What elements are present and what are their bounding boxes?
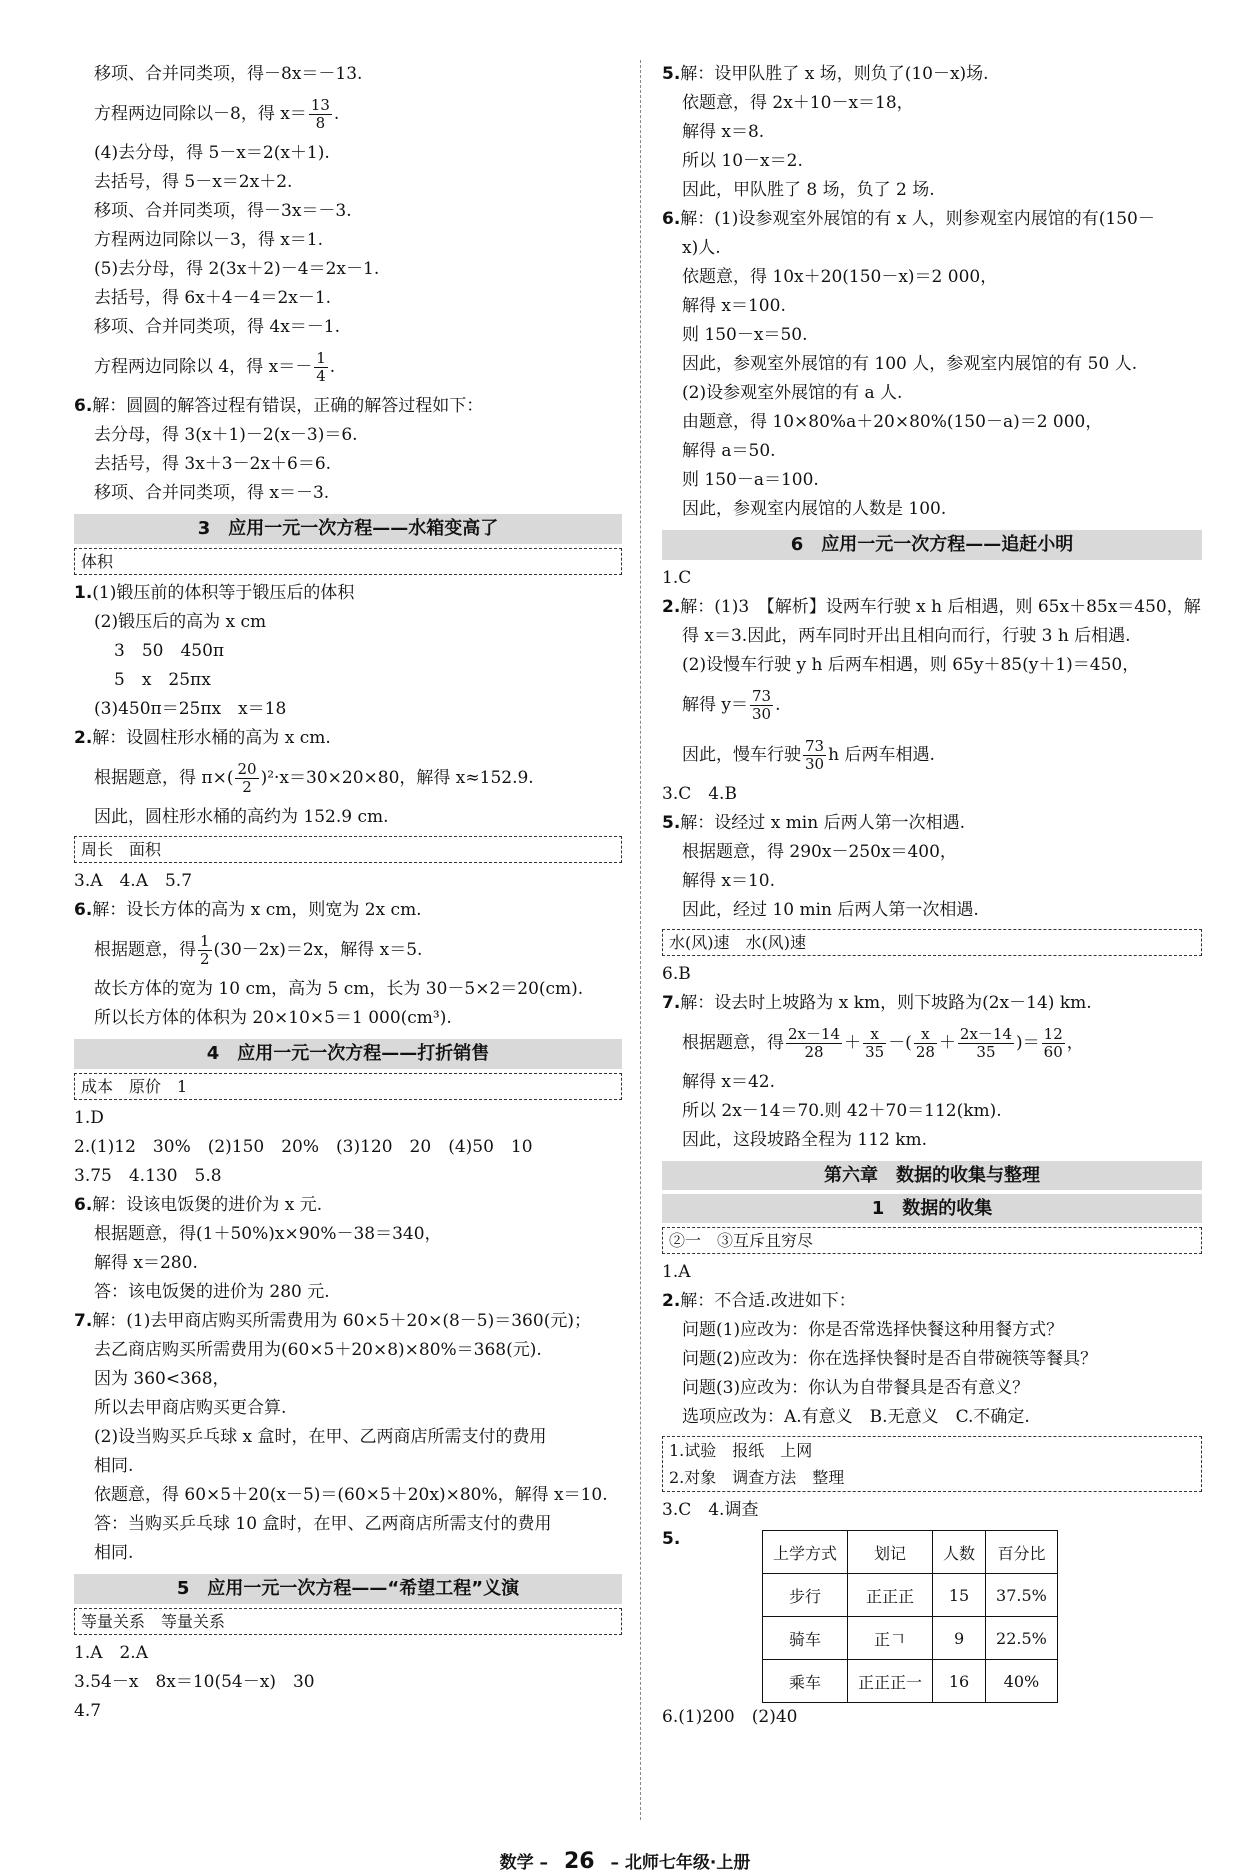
text-line: 移项、合并同类项，得 4x＝－1. bbox=[94, 317, 341, 337]
text-line: 答：当购买乒乓球 10 盒时，在甲、乙两商店所需支付的费用 bbox=[94, 1514, 552, 1534]
text-line: (2)设慢车行驶 y h 后两车相遇，则 65y＋85(y＋1)＝450， bbox=[682, 655, 1140, 675]
text-line: 因此，圆柱形水桶的高约为 152.9 cm. bbox=[94, 807, 389, 827]
table-header: 人数 bbox=[933, 1531, 986, 1574]
text-line: 问题(3)应改为：你认为自带餐具是否有意义？ bbox=[682, 1378, 1030, 1398]
text-line: 解得 x＝280. bbox=[94, 1253, 198, 1273]
text-line: 由题意，得 10×80%a＋20×80%(150－a)＝2 000， bbox=[682, 412, 1103, 432]
footer-grade: 北师七年级·上册 bbox=[624, 1853, 751, 1873]
table-cell: 37.5% bbox=[986, 1574, 1058, 1617]
text-line: 3.75 4.130 5.8 bbox=[74, 1166, 222, 1186]
table-row bbox=[763, 1660, 1058, 1703]
text-line: 1.(1)锻压前的体积等于锻压后的体积 bbox=[74, 583, 355, 603]
text-line: (2)锻压后的高为 x cm bbox=[94, 612, 267, 632]
text-line: 2.解：不合适.改进如下： bbox=[662, 1291, 856, 1311]
table-cell: 9 bbox=[933, 1617, 986, 1660]
text-line: 解得 x＝42. bbox=[682, 1072, 776, 1092]
text-line: 7.解：设去时上坡路为 x km，则下坡路为(2x－14) km. bbox=[662, 993, 1092, 1013]
text-line: 因此，参观室外展馆的有 100 人，参观室内展馆的有 50 人. bbox=[682, 354, 1138, 374]
text-line: 3.C 4.B bbox=[662, 784, 737, 804]
text-line: 根据题意，得 π×( $\frac{20}{2}$ )²·x＝30×20×80，解得 x≈152.9. bbox=[94, 760, 534, 796]
text-line: x)人. bbox=[682, 238, 721, 258]
fraction: $\frac{73}{30}$ bbox=[805, 737, 825, 773]
fill-box: 体积 bbox=[74, 548, 622, 575]
text-line: 1.C bbox=[662, 568, 692, 588]
text-line: 去括号，得 5－x＝2x＋2. bbox=[94, 172, 293, 192]
question-6: 6.解：圆圆的解答过程有错误，正确的解答过程如下： bbox=[74, 396, 484, 416]
text-line: 相同. bbox=[94, 1456, 134, 1476]
text-line: 问题(2)应改为：你在选择快餐时是否自带碗筷等餐具？ bbox=[682, 1349, 1098, 1369]
fraction: $\frac{73}{30}$ bbox=[752, 687, 772, 723]
fraction: $\frac{x}{35}$ bbox=[865, 1025, 885, 1061]
text-line: 答：该电饭煲的进价为 280 元. bbox=[94, 1282, 330, 1302]
text-line: 5.解：设甲队胜了 x 场，则负了(10－x)场. bbox=[662, 64, 989, 84]
footer-dash: – bbox=[539, 1853, 549, 1873]
text-line: 3 50 450π bbox=[114, 641, 225, 661]
text-line: 方程两边同除以－8，得 x＝ $\frac{13}{8}$ . bbox=[94, 96, 340, 132]
text-line: 根据题意，得(1＋50%)x×90%－38＝340， bbox=[94, 1224, 442, 1244]
section-heading-6: 6 应用一元一次方程——追赶小明 bbox=[662, 530, 1202, 560]
text-line: 因此，这段坡路全程为 112 km. bbox=[682, 1130, 928, 1150]
footer-subject: 数学 bbox=[499, 1853, 534, 1873]
fraction: $\frac{20}{2}$ bbox=[237, 760, 257, 796]
text-line: 所以 10－x＝2. bbox=[682, 151, 803, 171]
text-line: 得 x＝3.因此，两车同时开出且相向而行，行驶 3 h 后相遇. bbox=[682, 626, 1131, 646]
text-line: 3.A 4.A 5.7 bbox=[74, 871, 193, 891]
table-cell: 22.5% bbox=[986, 1617, 1058, 1660]
table-cell: 16 bbox=[933, 1660, 986, 1703]
fraction: $\frac{12}{60}$ bbox=[1043, 1025, 1063, 1061]
table-row bbox=[763, 1574, 1058, 1617]
fraction: $\frac{1}{4}$ bbox=[316, 349, 326, 385]
column-divider bbox=[640, 60, 642, 1820]
text-line: 解得 x＝100. bbox=[682, 296, 786, 316]
text-line: 去括号，得 3x＋3－2x＋6＝6. bbox=[94, 454, 332, 474]
fill-box: 等量关系 等量关系 bbox=[74, 1608, 622, 1635]
text-line: 方程两边同除以 4，得 x＝－ $\frac{1}{4}$ . bbox=[94, 349, 336, 385]
text-line: 6.解：设长方体的高为 x cm，则宽为 2x cm. bbox=[74, 900, 422, 920]
table-cell: 骑车 bbox=[763, 1617, 848, 1660]
text-line: (2)设参观室外展馆的有 a 人. bbox=[682, 383, 903, 403]
chapter-heading: 第六章 数据的收集与整理 bbox=[662, 1161, 1202, 1190]
fill-box: ②一 ③互斥且穷尽 bbox=[662, 1227, 1202, 1254]
text-line: (5)去分母，得 2(3x＋2)－4＝2x－1. bbox=[94, 259, 380, 279]
text-line: 6.(1)200 (2)40 bbox=[662, 1707, 798, 1727]
text-line: 3.C 4.调查 bbox=[662, 1500, 759, 1520]
text-line: 去分母，得 3(x＋1)－2(x－3)＝6. bbox=[94, 425, 358, 445]
text-line: 6.解：(1)设参观室外展馆的有 x 人，则参观室内展馆的有(150－ bbox=[662, 209, 1155, 229]
table-row bbox=[763, 1617, 1058, 1660]
text-line: 6.B bbox=[662, 964, 691, 984]
text-line: 问题(1)应改为：你是否常选择快餐这种用餐方式？ bbox=[682, 1320, 1064, 1340]
text-line: 所以长方体的体积为 20×10×5＝1 000(cm³). bbox=[94, 1008, 452, 1028]
footer-dash: – bbox=[610, 1853, 619, 1873]
text-line: 2.解：(1)3 【解析】设两车行驶 x h 后相遇，则 65x＋85x＝450，解 bbox=[662, 597, 1201, 617]
text-line: 因此，慢车行驶 $\frac{73}{30}$ h 后两车相遇. bbox=[682, 737, 935, 773]
fill-box: 成本 原价 1 bbox=[74, 1073, 622, 1100]
table-cell: 正正正 bbox=[848, 1574, 933, 1617]
section-heading-4: 4 应用一元一次方程——打折销售 bbox=[74, 1039, 622, 1069]
text-line: 5 x 25πx bbox=[114, 670, 211, 690]
text-line: 选项应改为：A.有意义 B.无意义 C.不确定. bbox=[682, 1407, 1030, 1427]
text-line: 依题意，得 10x＋20(150－x)＝2 000， bbox=[682, 267, 998, 287]
section-heading-3: 3 应用一元一次方程——水箱变高了 bbox=[74, 514, 622, 544]
text-line: (2)设当购买乒乓球 x 盒时，在甲、乙两商店所需支付的费用 bbox=[94, 1427, 547, 1447]
text-line: 3.54－x 8x＝10(54－x) 30 bbox=[74, 1672, 315, 1692]
text-line: 1.A bbox=[662, 1262, 691, 1282]
text-line: 2.解：设圆柱形水桶的高为 x cm. bbox=[74, 728, 331, 748]
text-line: 移项、合并同类项，得－8x＝－13. bbox=[94, 64, 363, 84]
table-header: 百分比 bbox=[986, 1531, 1058, 1574]
text-line: 移项、合并同类项，得－3x＝－3. bbox=[94, 201, 352, 221]
text-line: 根据题意，得 $\frac{1}{2}$ (30－2x)＝2x，解得 x＝5. bbox=[94, 932, 423, 968]
text-line: 方程两边同除以－3，得 x＝1. bbox=[94, 230, 324, 250]
fill-box bbox=[662, 1436, 1202, 1492]
fraction: $\frac{x}{28}$ bbox=[915, 1025, 935, 1061]
text-line: 依题意，得 2x＋10－x＝18， bbox=[682, 93, 914, 113]
text-line: 6.解：设该电饭煲的进价为 x 元. bbox=[74, 1195, 323, 1215]
text-line: 解得 y＝ $\frac{73}{30}$ . bbox=[682, 687, 781, 723]
table-header: 上学方式 bbox=[763, 1531, 848, 1574]
left-column bbox=[74, 60, 622, 1726]
table-cell: 步行 bbox=[763, 1574, 848, 1617]
fill-box-line: 1.试验 报纸 上网 bbox=[669, 1441, 813, 1460]
fill-box-line: 2.对象 调查方法 整理 bbox=[669, 1468, 845, 1487]
right-column bbox=[662, 60, 1202, 1732]
page-footer bbox=[0, 1848, 1250, 1874]
section-heading-5: 5 应用一元一次方程——“希望工程”义演 bbox=[74, 1574, 622, 1604]
table-cell: 乘车 bbox=[763, 1660, 848, 1703]
text-line: 所以去甲商店购买更合算. bbox=[94, 1398, 287, 1418]
text-line: 因此，参观室内展馆的人数是 100. bbox=[682, 499, 947, 519]
table-cell: 正𠃍 bbox=[848, 1617, 933, 1660]
text-line: 1.A 2.A bbox=[74, 1643, 148, 1663]
text-line: 因此，甲队胜了 8 场，负了 2 场. bbox=[682, 180, 935, 200]
text-line: 解得 x＝8. bbox=[682, 122, 765, 142]
text-line: 1.D bbox=[74, 1108, 104, 1128]
text-line: 根据题意，得 290x－250x＝400， bbox=[682, 842, 957, 862]
text-line: 7.解：(1)去甲商店购买所需费用为 60×5＋20×(8－5)＝360(元)； bbox=[74, 1311, 591, 1331]
fraction: $\frac{1}{2}$ bbox=[200, 932, 210, 968]
table-cell: 40% bbox=[986, 1660, 1058, 1703]
text-line: 则 150－a＝100. bbox=[682, 470, 819, 490]
text-line: 5.解：设经过 x min 后两人第一次相遇. bbox=[662, 813, 966, 833]
text-line: 解得 a＝50. bbox=[682, 441, 776, 461]
table-cell: 15 bbox=[933, 1574, 986, 1617]
table-cell: 正正正一 bbox=[848, 1660, 933, 1703]
text-line: (3)450π＝25πx x＝18 bbox=[94, 699, 287, 719]
text-line: 因此，经过 10 min 后两人第一次相遇. bbox=[682, 900, 979, 920]
fraction: $\frac{2x-14}{35}$ bbox=[959, 1025, 1013, 1061]
text-line: 移项、合并同类项，得 x＝－3. bbox=[94, 483, 330, 503]
section-heading-1: 1 数据的收集 bbox=[662, 1194, 1202, 1223]
table-header-row bbox=[763, 1531, 1058, 1574]
text-line: 相同. bbox=[94, 1543, 134, 1563]
text-line: 则 150－x＝50. bbox=[682, 325, 808, 345]
text-line: 2.(1)12 30% (2)150 20% (3)120 20 (4)50 10 bbox=[74, 1137, 533, 1157]
text-line: 所以 2x－14＝70.则 42＋70＝112(km). bbox=[682, 1101, 1002, 1121]
text-line: 去乙商店购买所需费用为(60×5＋20×8)×80%＝368(元). bbox=[94, 1340, 542, 1360]
text-line: 故长方体的宽为 10 cm，高为 5 cm，长为 30－5×2＝20(cm). bbox=[94, 979, 584, 999]
page-number: 26 bbox=[563, 1849, 595, 1874]
table-header: 划记 bbox=[848, 1531, 933, 1574]
text-line: 去括号，得 6x＋4－4＝2x－1. bbox=[94, 288, 332, 308]
text-line: (4)去分母，得 5－x＝2(x＋1). bbox=[94, 143, 330, 163]
fill-box: 水(风)速 水(风)速 bbox=[662, 929, 1202, 956]
text-line: 因为 360<368， bbox=[94, 1369, 230, 1389]
tally-table bbox=[762, 1530, 1058, 1703]
text-line: 根据题意，得 $\frac{2x-14}{28}$ ＋ $\frac{x}{35}$ －( $\frac{x}{28}$ ＋ $\frac{2x-14}{35}$ )＝ $\frac{12}{60}$ ， bbox=[682, 1025, 1084, 1061]
fraction: $\frac{2x-14}{28}$ bbox=[788, 1025, 841, 1061]
text-line: 5. bbox=[662, 1529, 681, 1549]
text-line: 4.7 bbox=[74, 1701, 102, 1721]
text-line: 解得 x＝10. bbox=[682, 871, 776, 891]
text-line: 依题意，得 60×5＋20(x－5)＝(60×5＋20x)×80%，解得 x＝10. bbox=[94, 1485, 608, 1505]
fill-box: 周长 面积 bbox=[74, 836, 622, 863]
fraction: $\frac{13}{8}$ bbox=[310, 96, 330, 132]
